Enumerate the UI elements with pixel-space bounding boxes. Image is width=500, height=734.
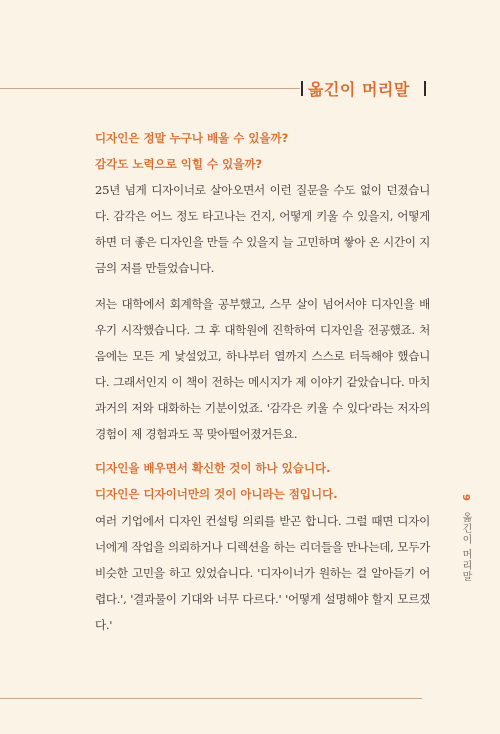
paragraph-2: 저는 대학에서 회계학을 공부했고, 스무 살이 넘어서야 디자인을 배우기 시작했습니다. 그 후 대학원에 진학하여 디자인을 전공했죠. 처음에는 모든 게 낯설었고, 하나부터 열까지 스스로 터득해야 했습니다. 그래서인지 이 책이 전하는 메시지가 제 이야기 같았습니다. 마치 과거의 저와 대화하는 기분이었죠. '감각은 키울 수 있다'라는 저자의 경험이 제 경험과도 꼭 맞아떨어졌거든요. xyxy=(95,297,430,441)
paragraph-1: 25년 넘게 디자이너로 살아오면서 이런 질문을 수도 없이 던졌습니다. 감각은 어느 정도 타고나는 건지, 어떻게 키울 수 있을지, 어떻게 하면 더 좋은 디자인을 만들 수 있을지 늘 고민하며 쌓아 온 시간이 지금의 저를 만들었습니다. xyxy=(95,183,430,275)
chapter-title: 옮긴이 머리말 xyxy=(308,80,410,99)
running-head-label: 옮긴이 머리말 xyxy=(460,512,471,583)
page-number: 9 xyxy=(460,494,471,502)
highlight-statement-1: 디자인을 배우면서 확신한 것이 하나 있습니다. xyxy=(95,461,331,475)
header-bar-right xyxy=(424,81,426,96)
highlight-question-1: 디자인은 정말 누구나 배울 수 있을까? xyxy=(95,131,289,145)
paragraph-3: 여러 기업에서 디자인 컨설팅 의뢰를 받곤 합니다. 그럴 때면 디자이너에게 작업을 의뢰하거나 디렉션을 하는 리더들을 만나는데, 모두가 비슷한 고민을 하고 있었습니다. '디자이너가 원하는 걸 알아듣기 어렵다.', '결과물이 기대와 너무 다르다.' '어떻게 설명해야 할지 모르겠다.' xyxy=(95,514,430,632)
header-rule xyxy=(0,88,300,89)
header-bar-left xyxy=(301,81,303,96)
highlight-statement-2: 디자인은 디자이너만의 것이 아니라는 점입니다. xyxy=(95,487,338,501)
footer-rule xyxy=(0,698,422,699)
highlight-question-2: 감각도 노력으로 익힐 수 있을까? xyxy=(95,157,263,171)
running-head xyxy=(458,494,473,582)
